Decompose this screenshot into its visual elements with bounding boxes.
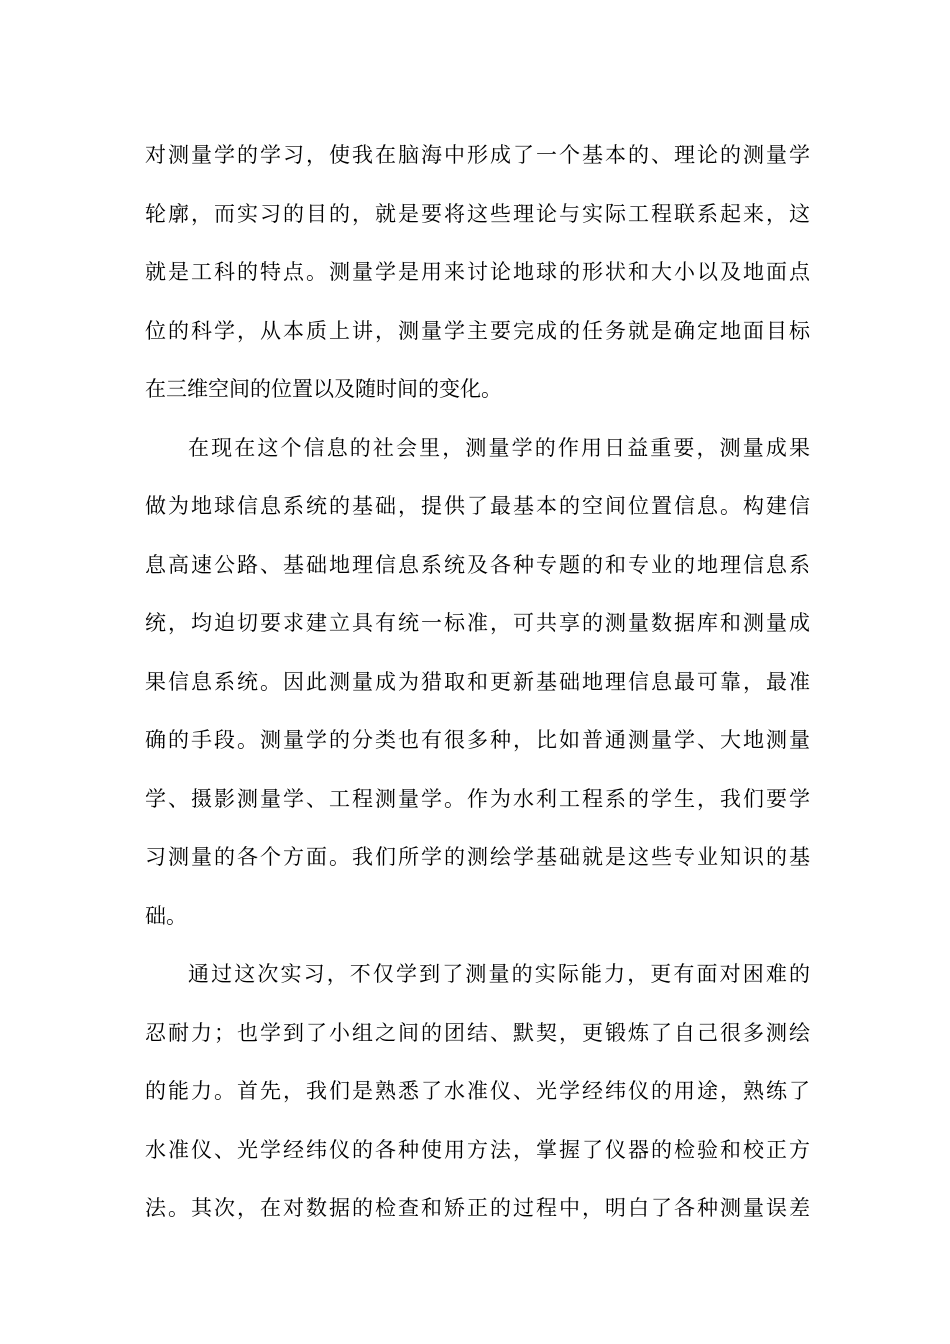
paragraph-1	[145, 126, 810, 419]
paragraph-line: 果信息系统。因此测量成为猎取和更新基础地理信息最可靠，最准	[145, 669, 810, 694]
document-body	[145, 126, 810, 1238]
paragraph-line: 在现在这个信息的社会里，测量学的作用日益重要，测量成果	[188, 435, 810, 460]
paragraph-line: 就是工科的特点。测量学是用来讨论地球的形状和大小以及地面点	[145, 260, 810, 284]
paragraph-line: 息高速公路、基础地理信息系统及各种专题的和专业的地理信息系	[145, 552, 810, 577]
paragraph-line: 统，均迫切要求建立具有统一标准，可共享的测量数据库和测量成	[145, 611, 810, 635]
paragraph-line: 轮廓，而实习的目的，就是要将这些理论与实际工程联系起来，这	[145, 201, 810, 226]
paragraph-line: 习测量的各个方面。我们所学的测绘学基础就是这些专业知识的基	[145, 845, 810, 869]
paragraph-line: 对测量学的学习，使我在脑海中形成了一个基本的、理论的测量学	[145, 143, 810, 167]
paragraph-line: 做为地球信息系统的基础，提供了最基本的空间位置信息。构建信	[145, 494, 810, 518]
paragraph-line: 通过这次实习，不仅学到了测量的实际能力，更有面对困难的	[188, 962, 810, 986]
paragraph-line: 水准仪、光学经纬仪的各种使用方法，掌握了仪器的检验和校正方	[145, 1137, 810, 1162]
paragraph-line: 忍耐力；也学到了小组之间的团结、默契，更锻炼了自己很多测绘	[145, 1020, 810, 1045]
paragraph-line: 法。其次，在对数据的检查和矫正的过程中，明白了各种测量误差	[145, 1196, 810, 1220]
paragraph-line: 在三维空间的位置以及随时间的变化。	[145, 377, 502, 401]
paragraph-3	[145, 945, 810, 1238]
paragraph-2	[145, 419, 810, 946]
paragraph-line: 学、摄影测量学、工程测量学。作为水利工程系的学生，我们要学	[145, 786, 810, 811]
paragraph-line: 础。	[145, 903, 187, 928]
paragraph-line: 的能力。首先，我们是熟悉了水准仪、光学经纬仪的用途，熟练了	[145, 1079, 810, 1103]
paragraph-line: 确的手段。测量学的分类也有很多种，比如普通测量学、大地测量	[145, 728, 810, 752]
paragraph-line: 位的科学，从本质上讲，测量学主要完成的任务就是确定地面目标	[145, 318, 810, 343]
